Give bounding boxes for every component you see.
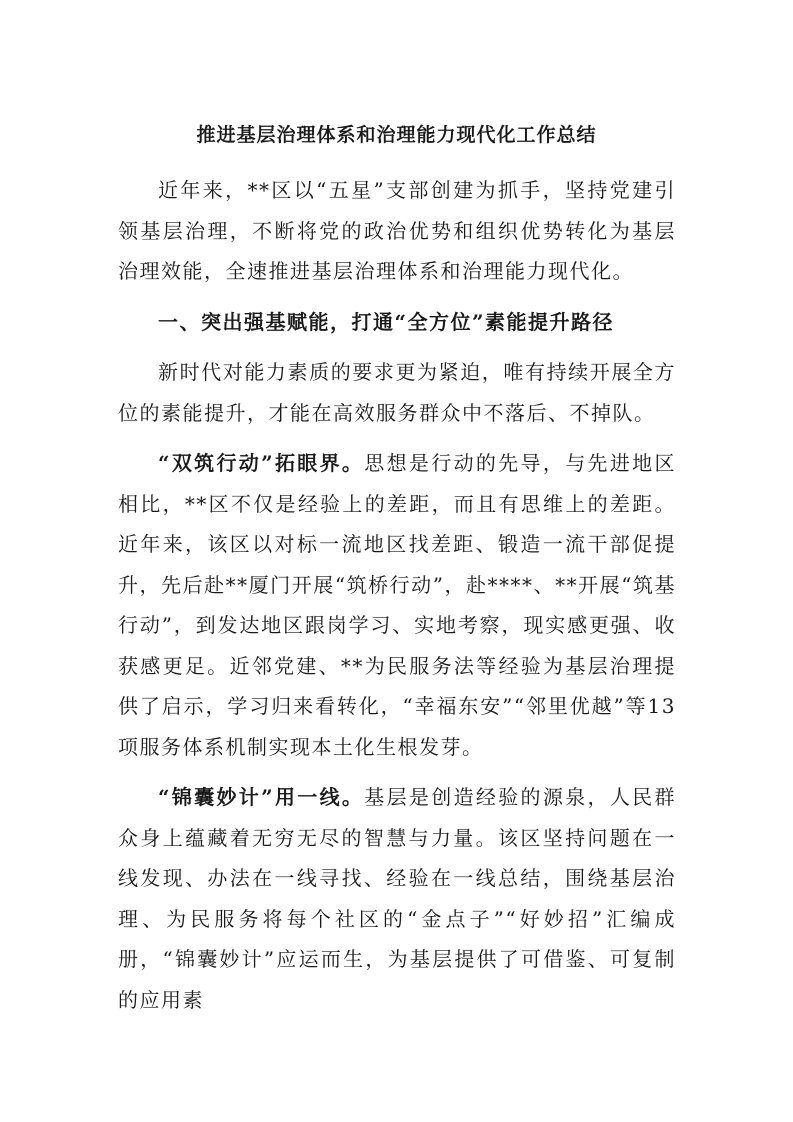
item-paragraph-2 xyxy=(118,777,676,1020)
section-intro-paragraph: 新时代对能力素质的要求更为紧迫，唯有持续开展全方位的素能提升，才能在高效服务群众中不落后、不掉队。 xyxy=(118,360,676,425)
item-text-1: 思想是行动的先导，与先进地区相比，**区不仅是经验上的差距，而且有思维上的差距。近年来，该区以对标一流地区找差距、锻造一流干部促提升，先后赴**厦门开展“筑桥行动”，赴****、**开展“筑基行动”，到发达地区跟岗学习、实地考察，现实感更强、收获感更足。近邻党建、**为民服务法等经验为基层治理提供了启示，学习归来看转化，“幸福东安”“邻里优越”等13项服务体系机制实现本土化生根发芽。 xyxy=(118,451,676,759)
item-text-2: 基层是创造经验的源泉，人民群众身上蕴藏着无穷无尽的智慧与力量。该区坚持问题在一线发现、办法在一线寻找、经验在一线总结，围绕基层治理、为民服务将每个社区的“金点子”“好妙招”汇编成册，“锦囊妙计”应运而生，为基层提供了可借鉴、可复制的应用素 xyxy=(118,785,676,1012)
item-paragraph-1 xyxy=(118,443,676,767)
item-lead-1: “双筑行动”拓眼界。 xyxy=(158,451,365,475)
document-body xyxy=(118,170,676,1030)
section-heading: 一、突出强基赋能，打通“全方位”素能提升路径 xyxy=(158,309,615,334)
item-lead-2: “锦囊妙计”用一线。 xyxy=(158,785,365,809)
intro-paragraph: 近年来，**区以“五星”支部创建为抓手，坚持党建引领基层治理，不断将党的政治优势和组织优势转化为基层治理效能，全速推进基层治理体系和治理能力现代化。 xyxy=(118,178,676,283)
document-title: 推进基层治理体系和治理能力现代化工作总结 xyxy=(196,124,597,146)
